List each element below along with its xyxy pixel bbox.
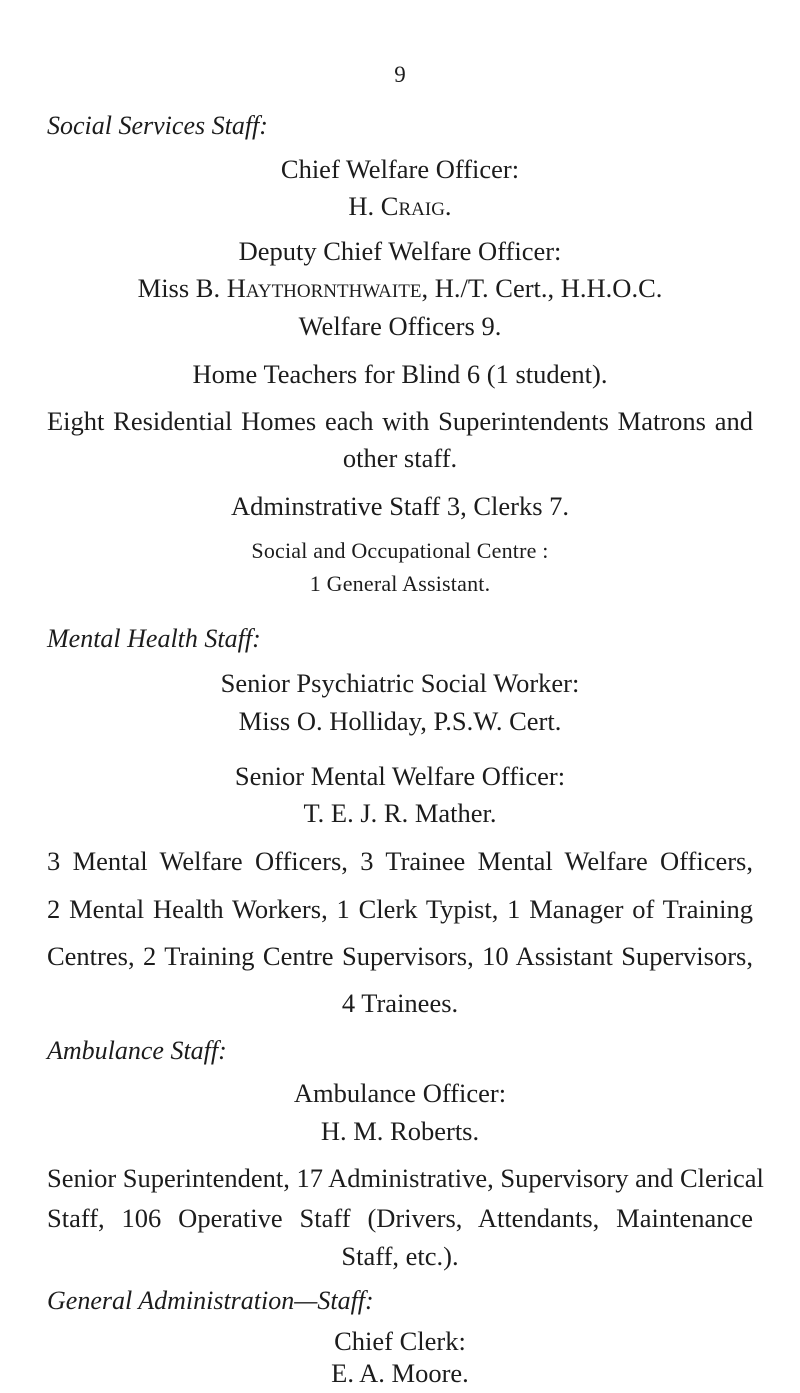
section-heading-social-services: Social Services Staff: — [47, 111, 268, 140]
deputy-surname: Haythornthwaite — [226, 273, 422, 303]
administrative-staff-line: Adminstrative Staff 3, Clerks 7. — [230, 491, 570, 521]
deputy-chief-welfare-officer-title: Deputy Chief Welfare Officer: — [238, 236, 562, 266]
residential-homes-line-1: Eight Residential Homes each with Superintendents Matrons and — [47, 406, 753, 436]
senior-mental-welfare-officer-title: Senior Mental Welfare Officer: — [234, 761, 566, 791]
section-heading-mental-health: Mental Health Staff: — [47, 624, 261, 653]
welfare-officers-count: Welfare Officers 9. — [298, 311, 502, 341]
ambulance-staff-line-3: Staff, etc.). — [341, 1241, 459, 1271]
occupational-centre-line-2: 1 General Assistant. — [309, 571, 491, 596]
home-teachers-line: Home Teachers for Blind 6 (1 student). — [192, 359, 608, 389]
ambulance-officer-name: H. M. Roberts. — [320, 1116, 480, 1146]
psychiatric-social-worker-title: Senior Psychiatric Social Worker: — [220, 668, 580, 698]
mental-health-list-line-3: Centres, 2 Training Centre Supervisors, 10 Assistant Supervisors, — [47, 941, 753, 971]
residential-homes-line-2: other staff. — [342, 443, 458, 473]
deputy-prefix: Miss B. — [137, 273, 227, 303]
deputy-qualifications: , H./T. Cert., H.H.O.C. — [421, 273, 663, 303]
section-heading-general-administration: General Administration—Staff: — [47, 1286, 374, 1315]
mental-health-list-line-4: 4 Trainees. — [341, 988, 459, 1018]
ambulance-staff-line-2: Staff, 106 Operative Staff (Drivers, Attendants, Maintenance — [47, 1203, 753, 1233]
deputy-chief-welfare-officer-name — [0, 272, 800, 304]
ambulance-staff-line-1: Senior Superintendent, 17 Administrative, Supervisory and Clerical — [47, 1163, 764, 1193]
mental-health-list-line-2: 2 Mental Health Workers, 1 Clerk Typist, 1 Manager of Training — [47, 894, 753, 924]
psychiatric-social-worker-name: Miss O. Holliday, P.S.W. Cert. — [238, 706, 562, 736]
senior-mental-welfare-officer-name: T. E. J. R. Mather. — [303, 798, 497, 828]
chief-welfare-officer-name: H. Craig. — [348, 191, 452, 221]
chief-clerk-title: Chief Clerk: — [334, 1326, 466, 1356]
ambulance-officer-title: Ambulance Officer: — [293, 1078, 507, 1108]
page-number: 9 — [394, 62, 406, 87]
section-heading-ambulance: Ambulance Staff: — [47, 1036, 227, 1065]
chief-clerk-name: E. A. Moore. — [331, 1358, 469, 1388]
mental-health-list-line-1: 3 Mental Welfare Officers, 3 Trainee Mental Welfare Officers, — [47, 846, 753, 876]
chief-welfare-officer-title: Chief Welfare Officer: — [280, 154, 520, 184]
occupational-centre-line-1: Social and Occupational Centre : — [251, 538, 549, 563]
